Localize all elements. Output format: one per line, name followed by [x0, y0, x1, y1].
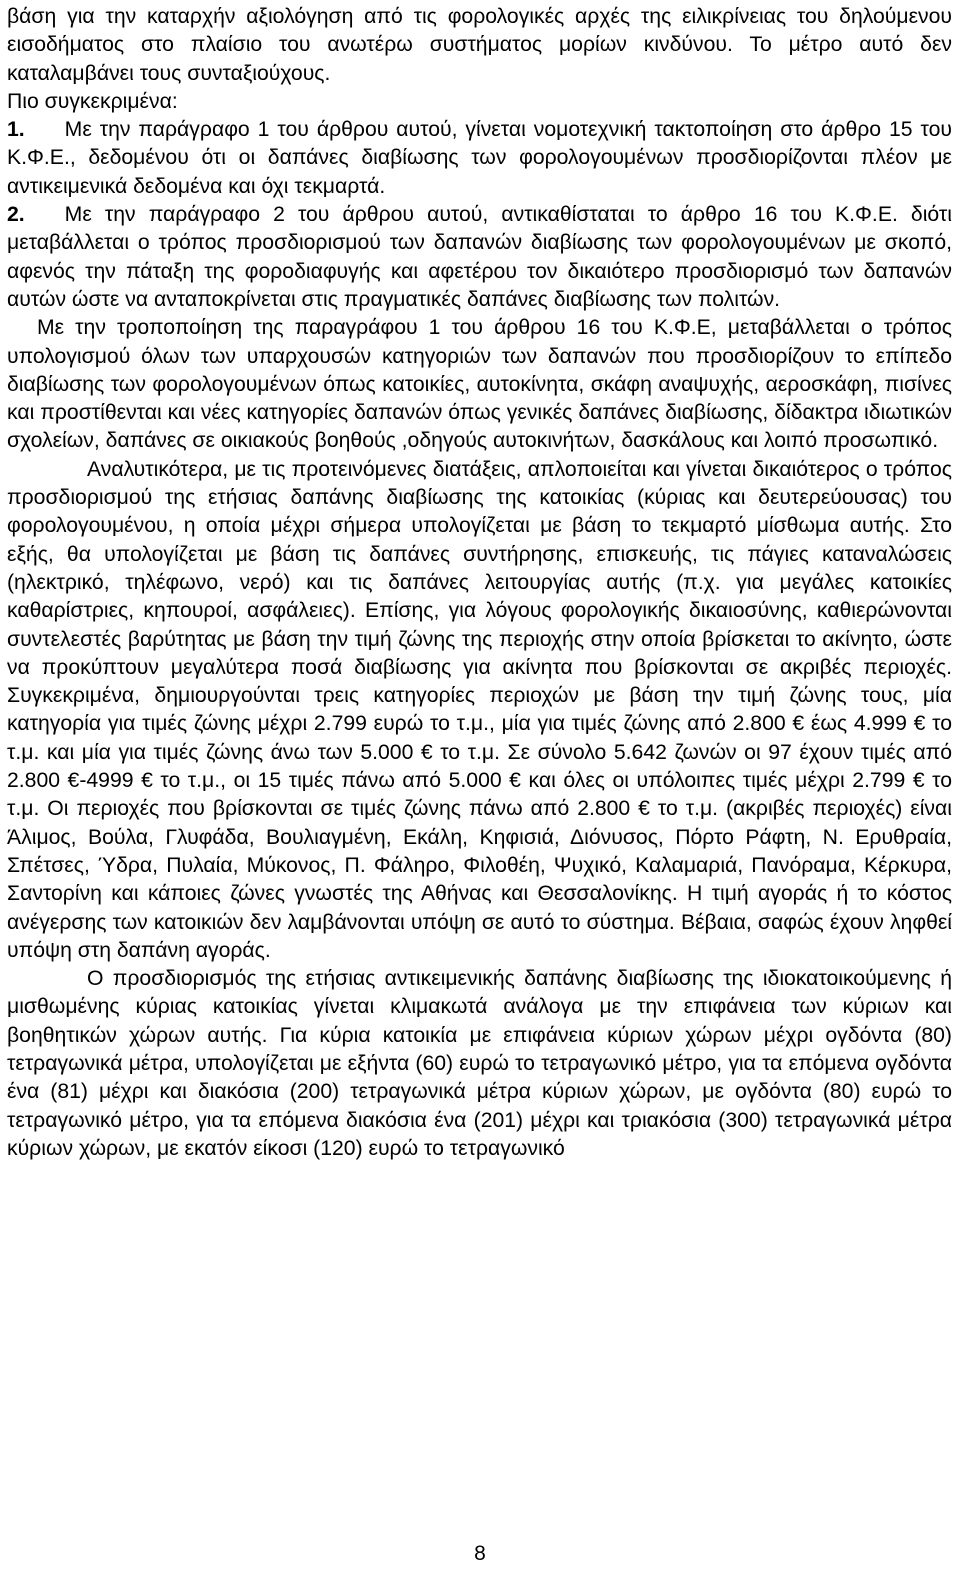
- list-item-1: [7, 116, 952, 201]
- list-item-2: [7, 201, 952, 314]
- document-body: [7, 0, 952, 1163]
- list-item-2-number: 2.: [7, 203, 25, 227]
- list-item-1-text: Με την παράγραφο 1 του άρθρου αυτού, γίνεται νομοτεχνική τακτοποίηση στο άρθρο 15 του Κ.Φ.Ε., δεδομένου ότι οι δαπάνες διαβίωσης των φορολογουμένων προσδιορίζονται πλέον με αντικειμενικά δεδομένα και όχι τεκμαρτά.: [7, 118, 952, 198]
- page-number: 8: [474, 1542, 486, 1565]
- paragraph-analysis: Αναλυτικότερα, με τις προτεινόμενες διατάξεις, απλοποιείται και γίνεται δικαιότερος ο τρόπος προσδιορισμού της ετήσιας δαπάνης διαβίωσης της κατοικίας (κύριας και δευτερεύουσας) του φορολογουμένου, η οποία μέχρι σήμερα υπολογίζεται με βάση το τεκμαρτό μίσθωμα αυτής. Στο εξής, θα υπολογίζεται με βάση τις δαπάνες συντήρησης, επισκευής, τις πάγιες καταναλώσεις (ηλεκτρικό, τηλέφωνο, νερό) και τις δαπάνες λειτουργίας αυτής (π.χ. για μεγάλες κατοικίες καθαρίστριες, κηπουροί, ασφάλειες). Επίσης, για λόγους φορολογικής δικαιοσύνης, καθιερώνονται συντελεστές βαρύτητας με βάση την τιμή ζώνης της περιοχής στην οποία βρίσκεται το ακίνητο, ώστε να προκύπτουν μεγαλύτερα ποσά διαβίωσης για ακίνητα που βρίσκονται σε ακριβές περιοχές. Συγκεκριμένα, δημιουργούνται τρεις κατηγορίες περιοχών με βάση την τιμή ζώνης τους, μία κατηγορία για τιμές ζώνης μέχρι 2.799 ευρώ το τ.μ., μία για τιμές ζώνης από 2.800 € έως 4.999 € το τ.μ. και μία για τιμές ζώνης άνω των 5.000 € το τ.μ. Σε σύνολο 5.642 ζωνών οι 97 έχουν τιμές από 2.800 €-4999 € το τ.μ., οι 15 τιμές πάνω από 5.000 € και όλες οι υπόλοιπες τιμές μέχρι 2.799 € το τ.μ. Οι περιοχές που βρίσκονται σε τιμές ζώνης πάνω από 2.800 € το τ.μ. (ακριβές περιοχές) είναι Άλιμος, Βούλα, Γλυφάδα, Βουλιαγμένη, Εκάλη, Κηφισιά, Διόνυσος, Πόρτο Ράφτη, Ν. Ερυθραία, Σπέτσες, Ύδρα, Πυλαία, Μύκονος, Π. Φάληρο, Φιλοθέη, Ψυχικό, Καλαμαριά, Πανόραμα, Κέρκυρα, Σαντορίνη και κάποιες ζώνες γνωστές της Αθήνας και Θεσσαλονίκης. Η τιμή αγοράς ή το κόστος ανέγερσης των κατοικιών δεν λαμβάνονται υπόψη σε αυτό το σύστημα. Βέβαια, σαφώς έχουν ληφθεί υπόψη στη δαπάνη αγοράς.: [7, 457, 952, 962]
- paragraph-calculation: Ο προσδιορισμός της ετήσιας αντικειμενικής δαπάνης διαβίωσης της ιδιοκατοικούμενης ή μισθωμένης κύριας κατοικίας γίνεται κλιμακωτά ανάλογα με την επιφάνεια των κύριων και βοηθητικών χώρων αυτής. Για κύρια κατοικία με επιφάνεια κύριων χώρων μέχρι ογδόντα (80) τετραγωνικά μέτρα, υπολογίζεται με εξήντα (60) ευρώ το τετραγωνικό μέτρο, για τα επόμενα ογδόντα ένα (81) μέχρι και διακόσια (200) τετραγωνικά μέτρα κύριων χώρων, με ογδόντα (80) ευρώ το τετραγωνικό μέτρο, για τα επόμενα διακόσια ένα (201) μέχρι και τριακόσια (300) τετραγωνικά μέτρα κύριων χώρων, με εκατόν είκοσι (120) ευρώ το τετραγωνικό: [7, 967, 952, 1160]
- paragraph-lead-in: Πιο συγκεκριμένα:: [7, 89, 178, 113]
- paragraph-amendment: Με την τροποποίηση της παραγράφου 1 του άρθρου 16 του Κ.Φ.Ε, μεταβάλλεται ο τρόπος υπολογισμού όλων των υπαρχουσών κατηγοριών των δαπανών που προσδιορίζουν το επίπεδο διαβίωσης των φορολογουμένων όπως κατοικίες, αυτοκίνητα, σκάφη αναψυχής, αεροσκάφη, πισίνες και προστίθενται και νέες κατηγορίες δαπανών όπως γενικές δαπάνες διαβίωσης, δίδακτρα ιδιωτικών σχολείων, δαπάνες σε οικιακούς βοηθούς ,οδηγούς αυτοκινήτων, δασκάλους και λοιπό προσωπικό.: [7, 316, 952, 453]
- list-item-1-number: 1.: [7, 118, 25, 142]
- list-item-2-text: Με την παράγραφο 2 του άρθρου αυτού, αντικαθίσταται το άρθρο 16 του Κ.Φ.Ε. διότι μεταβάλλεται ο τρόπος προσδιορισμού των δαπανών διαβίωσης των φορολογουμένων με σκοπό, αφενός την πάταξη της φοροδιαφυγής και αφετέρου τον δικαιότερο προσδιορισμό των δαπανών αυτών ώστε να ανταποκρίνεται στις πραγματικές δαπάνες διαβίωσης των πολιτών.: [7, 203, 952, 311]
- paragraph-intro: βάση για την καταρχήν αξιολόγηση από τις φορολογικές αρχές της ειλικρίνειας του δηλούμενου εισοδήματος στο πλαίσιο του ανωτέρω συστήματος μορίων κινδύνου. Το μέτρο αυτό δεν καταλαμβάνει τους συνταξιούχους.: [7, 5, 952, 85]
